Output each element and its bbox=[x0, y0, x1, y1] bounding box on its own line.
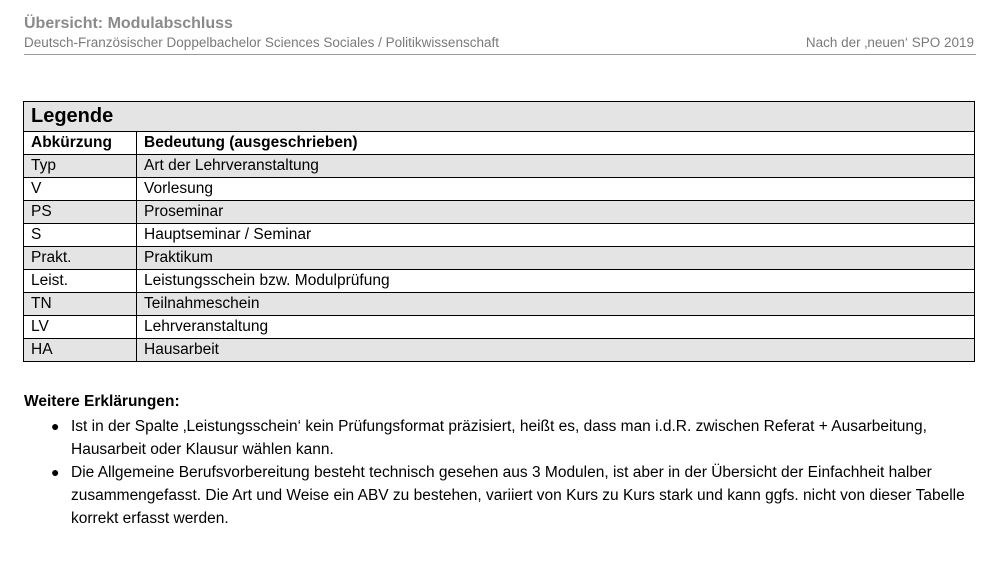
regulation-version: Nach der ‚neuen‘ SPO 2019 bbox=[805, 35, 974, 50]
table-row bbox=[24, 270, 975, 293]
meaning-cell: Art der Lehrveranstaltung bbox=[137, 155, 975, 178]
legend-title: Legende bbox=[24, 102, 975, 132]
abbreviation-cell: Prakt. bbox=[24, 247, 137, 270]
column-header-meaning: Bedeutung (ausgeschrieben) bbox=[137, 132, 975, 155]
table-row bbox=[24, 247, 975, 270]
abbreviation-cell: Leist. bbox=[24, 270, 137, 293]
meaning-cell: Lehrveranstaltung bbox=[137, 316, 975, 339]
abbreviation-cell: PS bbox=[24, 201, 137, 224]
legend-table bbox=[23, 101, 975, 362]
meaning-cell: Hausarbeit bbox=[137, 339, 975, 362]
document-subtitle-line bbox=[24, 34, 976, 55]
table-row bbox=[24, 339, 975, 362]
meaning-cell: Proseminar bbox=[137, 201, 975, 224]
abbreviation-cell: TN bbox=[24, 293, 137, 316]
column-header-abbreviation: Abkürzung bbox=[24, 132, 137, 155]
meaning-cell: Praktikum bbox=[137, 247, 975, 270]
abbreviation-cell: Typ bbox=[24, 155, 137, 178]
meaning-cell: Leistungsschein bzw. Modulprüfung bbox=[137, 270, 975, 293]
table-row bbox=[24, 201, 975, 224]
legend-title-row bbox=[24, 102, 975, 132]
table-row bbox=[24, 224, 975, 247]
document-title: Übersicht: Modulabschluss bbox=[24, 15, 233, 32]
note-text: Die Allgemeine Berufsvorbereitung besteht technisch gesehen aus 3 Modulen, ist aber in der Übersicht der Einfachheit halber zusammengefasst. Die Art und Weise ein ABV zu bestehen, variiert von Kurs zu Kurs stark und kann ggfs. nicht von dieser Tabelle korrekt erfasst werden. bbox=[71, 464, 965, 527]
abbreviation-cell: S bbox=[24, 224, 137, 247]
list-item bbox=[51, 461, 984, 530]
abbreviation-cell: LV bbox=[24, 316, 137, 339]
table-row bbox=[24, 293, 975, 316]
meaning-cell: Hauptseminar / Seminar bbox=[137, 224, 975, 247]
table-row bbox=[24, 178, 975, 201]
legend-header-row bbox=[24, 132, 975, 155]
table-row bbox=[24, 155, 975, 178]
notes-list bbox=[24, 415, 984, 530]
abbreviation-cell: HA bbox=[24, 339, 137, 362]
bullet-icon: ● bbox=[51, 464, 60, 480]
abbreviation-cell: V bbox=[24, 178, 137, 201]
bullet-icon: ● bbox=[51, 418, 60, 434]
document-header bbox=[24, 14, 976, 55]
meaning-cell: Vorlesung bbox=[137, 178, 975, 201]
meaning-cell: Teilnahmeschein bbox=[137, 293, 975, 316]
program-name: Deutsch-Französischer Doppelbachelor Sciences Sociales / Politikwissenschaft bbox=[24, 35, 499, 50]
list-item bbox=[51, 415, 984, 461]
note-text: Ist in der Spalte ‚Leistungsschein‘ kein Prüfungsformat präzisiert, heißt es, dass man i.d.R. zwischen Referat + Ausarbeitung, Hausarbeit oder Klausur wählen kann. bbox=[71, 418, 927, 458]
further-explanations bbox=[24, 391, 984, 530]
notes-heading: Weitere Erklärungen: bbox=[24, 393, 180, 410]
table-row bbox=[24, 316, 975, 339]
